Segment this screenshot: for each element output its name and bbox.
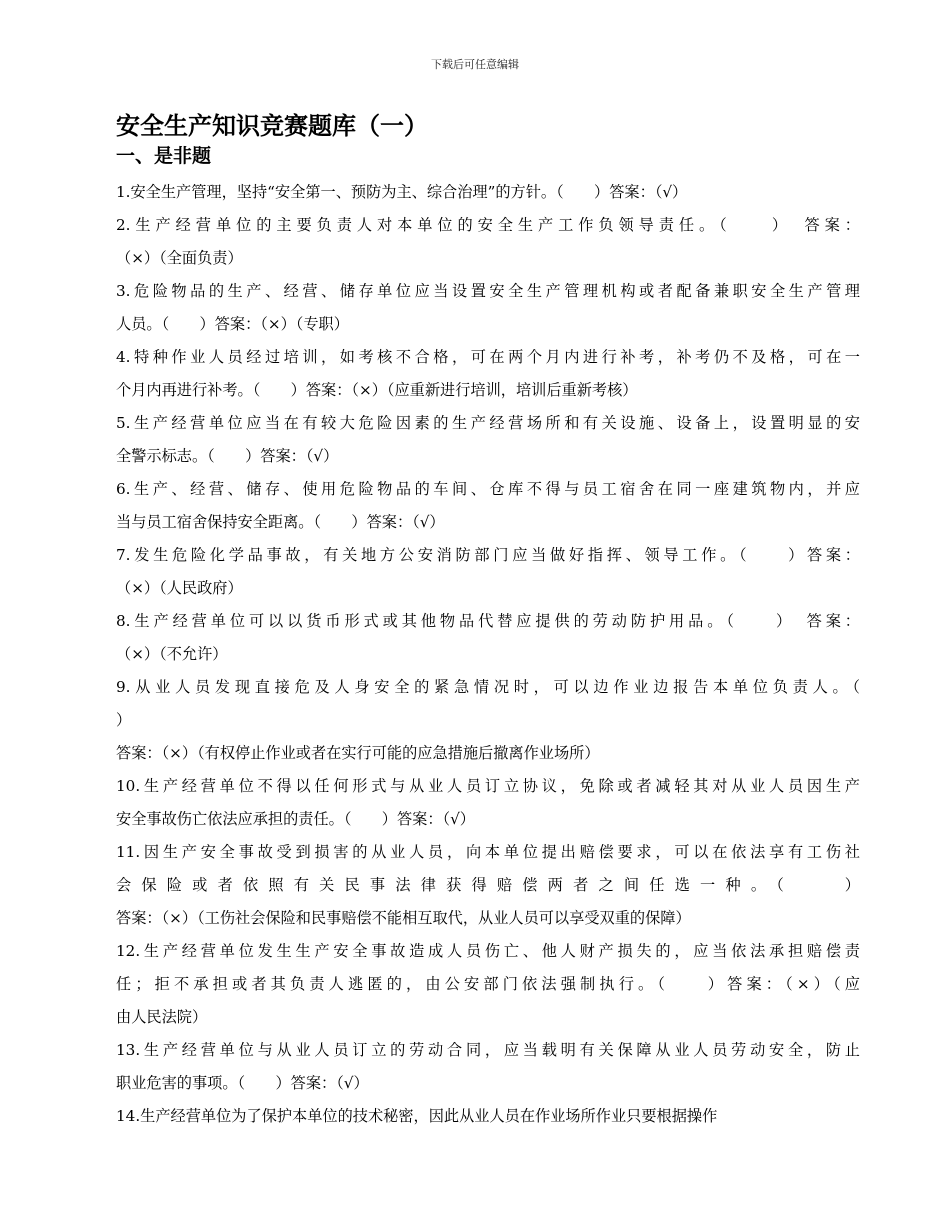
question-line: （×）（全面负责） xyxy=(116,249,243,267)
section-title: 一、是非题 xyxy=(116,145,212,167)
question-line: 当与员工宿舍保持安全距离。（ ）答案：（√） xyxy=(116,513,445,531)
question-line: 答案：（×）（有权停止作业或者在实行可能的应急措施后撤离作业场所） xyxy=(116,744,600,762)
question-line: 职业危害的事项。（ ）答案：（√） xyxy=(116,1074,369,1092)
question-item xyxy=(116,473,860,539)
question-line: 会保险或者依照有关民事法律获得赔偿两者之间任选一种。（ ） xyxy=(116,876,860,894)
question-line: 答案：（×）（工伤社会保险和民事赔偿不能相互取代，从业人员可以享受双重的保障） xyxy=(116,909,691,927)
question-line: 2.生产经营单位的主要负责人对本单位的安全生产工作负领导责任。（ ） 答案： xyxy=(116,216,860,234)
question-item xyxy=(116,176,860,209)
question-list xyxy=(116,176,860,1133)
question-line: 人员。（ ）答案：（×）（专职） xyxy=(116,315,349,333)
question-line: 14.生产经营单位为了保护本单位的技术秘密，因此从业人员在作业场所作业只要根据操作 xyxy=(116,1107,718,1125)
document-body xyxy=(116,110,860,1133)
question-item xyxy=(116,1100,860,1133)
question-line: 全警示标志。（ ）答案：（√） xyxy=(116,447,339,465)
question-item xyxy=(116,770,860,836)
question-line: 11.因生产安全事故受到损害的从业人员，向本单位提出赔偿要求，可以在依法享有工伤社 xyxy=(116,843,860,861)
question-line: 1.安全生产管理，坚持“安全第一、预防为主、综合治理”的方针。（ ）答案：（√） xyxy=(116,183,688,201)
question-item xyxy=(116,209,860,275)
question-line: 任；拒不承担或者其负责人逃匿的，由公安部门依法强制执行。（ ）答案：（×）（应 xyxy=(116,975,860,993)
question-line: 10.生产经营单位不得以任何形式与从业人员订立协议，免除或者减轻其对从业人员因生产 xyxy=(116,777,860,795)
question-line: 13.生产经营单位与从业人员订立的劳动合同，应当载明有关保障从业人员劳动安全，防止 xyxy=(116,1041,860,1059)
page-header: 下载后可任意编辑 xyxy=(431,58,519,71)
question-line: 6.生产、经营、储存、使用危险物品的车间、仓库不得与员工宿舍在同一座建筑物内，并应 xyxy=(116,480,860,498)
question-item xyxy=(116,539,860,605)
question-item xyxy=(116,671,860,770)
question-item xyxy=(116,1034,860,1100)
question-line: 个月内再进行补考。（ ）答案：（×）（应重新进行培训，培训后重新考核） xyxy=(116,381,638,399)
question-item xyxy=(116,935,860,1034)
question-item xyxy=(116,407,860,473)
question-line: 7.发生危险化学品事故，有关地方公安消防部门应当做好指挥、领导工作。（ ）答案： xyxy=(116,546,860,564)
question-line: （×）（人民政府） xyxy=(116,579,243,597)
question-line: （×）（不允许） xyxy=(116,645,228,663)
question-item xyxy=(116,836,860,935)
question-item xyxy=(116,341,860,407)
question-item xyxy=(116,275,860,341)
question-line: 3.危险物品的生产、经营、储存单位应当设置安全生产管理机构或者配备兼职安全生产管理 xyxy=(116,282,860,300)
question-line: 5.生产经营单位应当在有较大危险因素的生产经营场所和有关设施、设备上，设置明显的安 xyxy=(116,414,860,432)
question-line: 4.特种作业人员经过培训，如考核不合格，可在两个月内进行补考，补考仍不及格，可在一 xyxy=(116,348,860,366)
document-title: 安全生产知识竞赛题库（一） xyxy=(116,112,428,140)
question-line: 由人民法院） xyxy=(116,1008,208,1026)
question-line: 9.从业人员发现直接危及人身安全的紧急情况时，可以边作业边报告本单位负责人。（ xyxy=(116,678,860,696)
question-item xyxy=(116,605,860,671)
question-line: ） xyxy=(116,711,132,729)
question-line: 12.生产经营单位发生生产安全事故造成人员伤亡、他人财产损失的，应当依法承担赔偿责 xyxy=(116,942,860,960)
question-line: 8.生产经营单位可以以货币形式或其他物品代替应提供的劳动防护用品。（ ） 答案： xyxy=(116,612,860,630)
question-line: 安全事故伤亡依法应承担的责任。（ ）答案：（√） xyxy=(116,810,475,828)
